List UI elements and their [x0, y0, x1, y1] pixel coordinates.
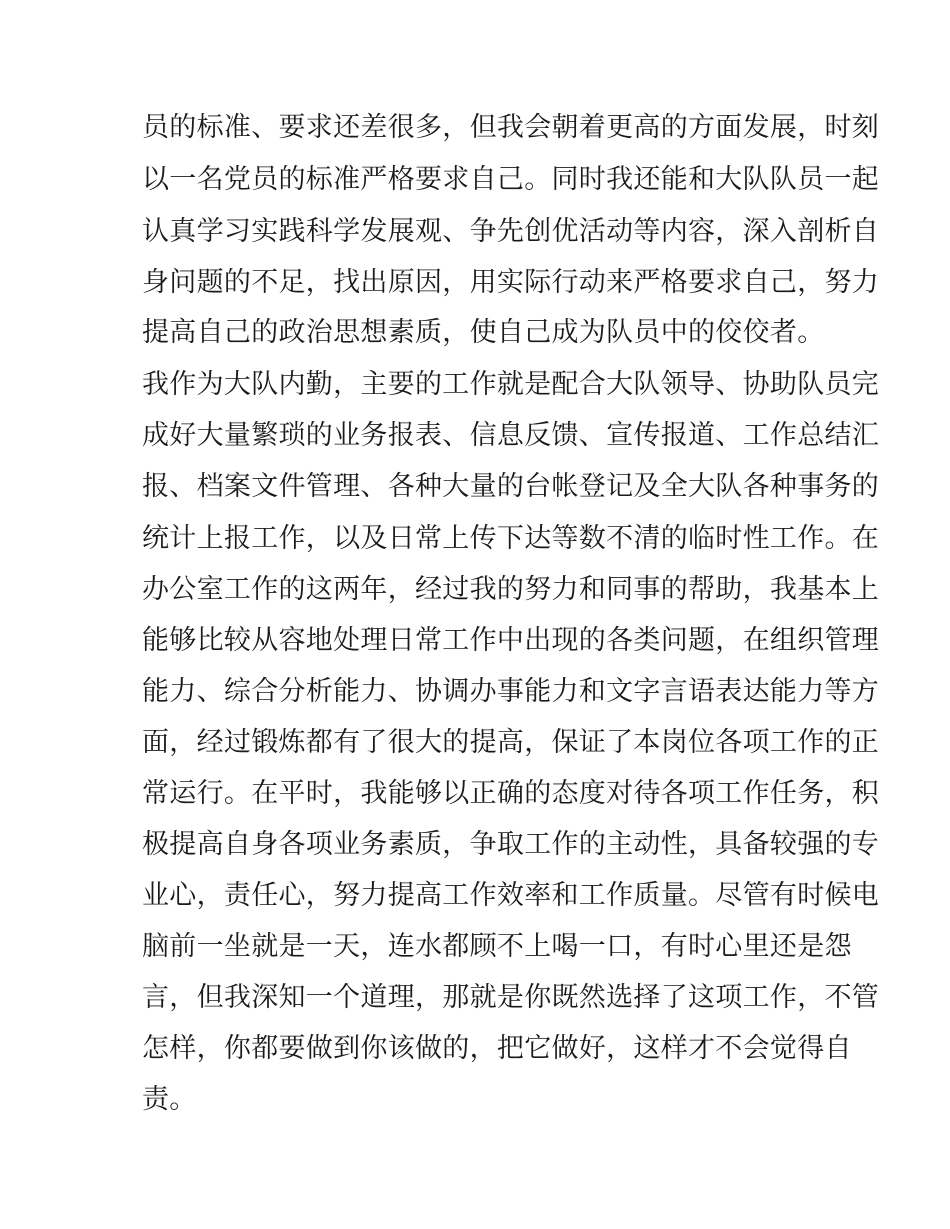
text-line: 身问题的不足，找出原因，用实际行动来严格要求自己，努力: [142, 267, 880, 298]
text-line: 面，经过锻炼都有了很大的提高，保证了本岗位各项工作的正: [142, 727, 880, 758]
text-line: 提高自己的政治思想素质，使自己成为队员中的佼佼者。: [142, 317, 825, 348]
text-line: 统计上报工作，以及日常上传下达等数不清的临时性工作。在: [142, 523, 880, 554]
text-line: 我作为大队内勤，主要的工作就是配合大队领导、协助队员完: [142, 369, 880, 400]
text-line: 能够比较从容地处理日常工作中出现的各类问题，在组织管理: [142, 625, 880, 656]
text-line: 责。: [142, 1084, 197, 1115]
text-line: 报、档案文件管理、各种大量的台帐登记及全大队各种事务的: [142, 471, 880, 502]
text-line: 办公室工作的这两年，经过我的努力和同事的帮助，我基本上: [142, 574, 880, 605]
text-line: 员的标准、要求还差很多，但我会朝着更高的方面发展，时刻: [142, 112, 880, 143]
text-line: 极提高自身各项业务素质，争取工作的主动性，具备较强的专: [142, 829, 880, 860]
text-line: 怎样，你都要做到你该做的，把它做好，这样才不会觉得自: [142, 1033, 852, 1064]
text-line: 成好大量繁琐的业务报表、信息反馈、宣传报道、工作总结汇: [142, 420, 880, 451]
text-line: 能力、综合分析能力、协调办事能力和文字言语表达能力等方: [142, 676, 880, 707]
text-line: 常运行。在平时，我能够以正确的态度对待各项工作任务，积: [142, 778, 880, 809]
text-line: 言，但我深知一个道理，那就是你既然选择了这项工作，不管: [142, 982, 880, 1013]
text-line: 以一名党员的标准严格要求自己。同时我还能和大队队员一起: [142, 164, 880, 195]
text-line: 业心，责任心，努力提高工作效率和工作质量。尽管有时候电: [142, 880, 880, 911]
text-line: 脑前一坐就是一天，连水都顾不上喝一口，有时心里还是怨: [142, 931, 852, 962]
text-line: 认真学习实践科学发展观、争先创优活动等内容，深入剖析自: [142, 216, 880, 247]
